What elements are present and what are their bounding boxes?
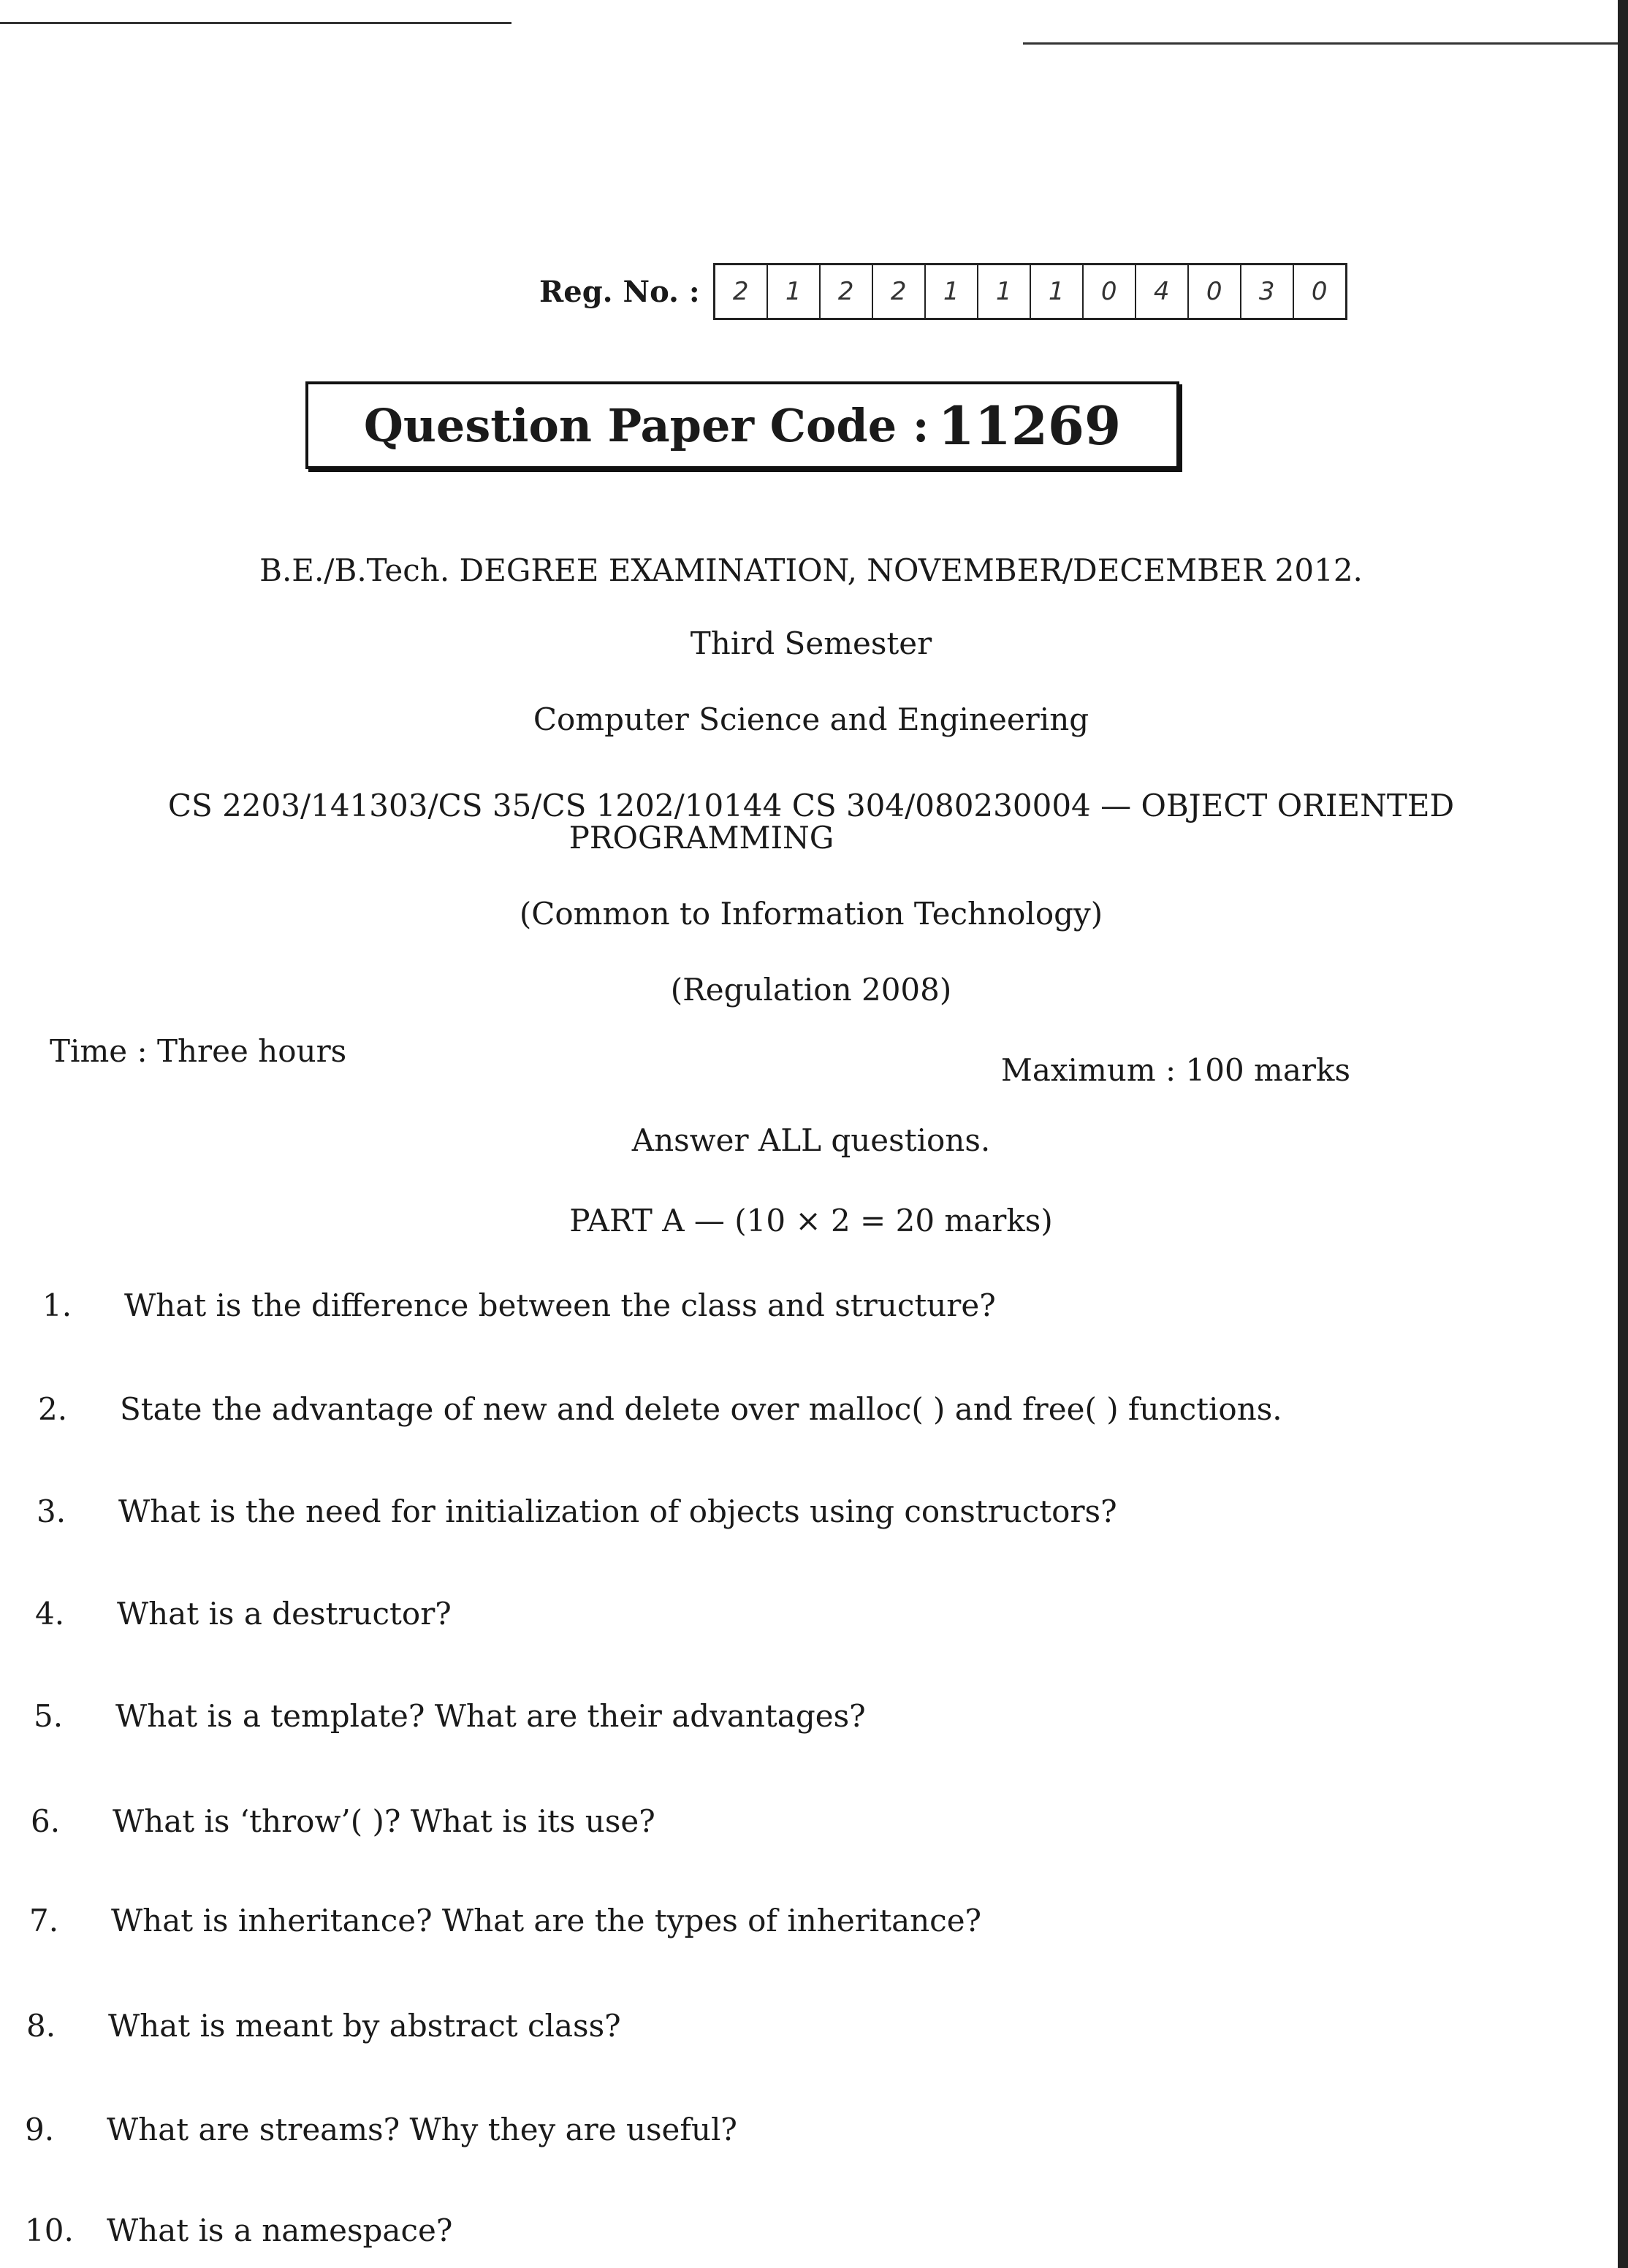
top-scan-line-left [0, 22, 511, 24]
question-number: 7. [29, 1903, 59, 1938]
code-value: 11269 [937, 394, 1122, 457]
question-item [35, 1596, 1423, 1632]
question-number: 3. [37, 1493, 66, 1529]
reg-label: Reg. No. : [539, 274, 700, 309]
question-text: What is inheritance? What are the types of inheritance? [111, 1903, 982, 1938]
reg-digit: 2 [715, 265, 768, 318]
question-number: 2. [38, 1391, 68, 1427]
exam-title: B.E./B.Tech. DEGREE EXAMINATION, NOVEMBER/DECEMBER 2012. [259, 552, 1363, 588]
question-item [34, 1698, 1422, 1734]
reg-digit: 0 [1189, 265, 1241, 318]
reg-digit: 1 [926, 265, 978, 318]
page-edge [1618, 0, 1628, 2268]
reg-digit: 1 [1031, 265, 1084, 318]
question-item [38, 1391, 1426, 1427]
question-item [37, 1493, 1425, 1529]
question-text: What is the need for initialization of objects using constructors? [118, 1493, 1117, 1529]
registration-number [539, 263, 1347, 320]
subject-line-2: PROGRAMMING [568, 820, 834, 856]
question-item [26, 2008, 1415, 2044]
question-text: What is meant by abstract class? [108, 2008, 621, 2044]
question-item [42, 1287, 1431, 1323]
question-number: 9. [25, 2112, 55, 2147]
question-number: 8. [26, 2008, 56, 2044]
reg-digit: 0 [1084, 265, 1136, 318]
reg-digit: 2 [873, 265, 926, 318]
question-text: What are streams? Why they are useful? [107, 2112, 737, 2147]
question-item [29, 1903, 1418, 1938]
reg-digit-boxes [713, 263, 1347, 320]
reg-digit: 2 [821, 265, 873, 318]
question-text: What is a template? What are their advantages? [115, 1698, 866, 1734]
regulation: (Regulation 2008) [670, 972, 952, 1008]
question-item [25, 2212, 1413, 2248]
question-text: What is ‘throw’( )? What is its use? [113, 1803, 655, 1839]
time-allowed: Time : Three hours [50, 1033, 347, 1069]
reg-digit: 4 [1136, 265, 1189, 318]
reg-digit: 0 [1311, 277, 1328, 306]
question-paper-code-box [305, 381, 1179, 469]
question-number: 1. [42, 1287, 72, 1323]
subject-line-1: CS 2203/141303/CS 35/CS 1202/10144 CS 304/080230004 — OBJECT ORIENTED [167, 788, 1455, 823]
instruction: Answer ALL questions. [631, 1122, 991, 1158]
common-to: (Common to Information Technology) [519, 896, 1103, 932]
question-item [25, 2112, 1413, 2147]
reg-digit: 1 [978, 265, 1031, 318]
question-text: State the advantage of new and delete over malloc( ) and free( ) functions. [120, 1391, 1282, 1427]
maximum-marks: Maximum : 100 marks [1000, 1052, 1350, 1088]
semester: Third Semester [690, 625, 932, 661]
question-number: 6. [31, 1803, 61, 1839]
reg-digit: 3 [1241, 265, 1294, 318]
question-number: 10. [25, 2212, 74, 2248]
question-number: 4. [35, 1596, 65, 1632]
question-text: What is the difference between the class and structure? [124, 1287, 996, 1323]
reg-digit: 1 [768, 265, 821, 318]
question-number: 5. [34, 1698, 64, 1734]
part-heading: PART A — (10 × 2 = 20 marks) [569, 1203, 1053, 1238]
question-text: What is a namespace? [107, 2212, 453, 2248]
code-label: Question Paper Code : [363, 398, 929, 452]
question-item [31, 1803, 1419, 1839]
department: Computer Science and Engineering [533, 701, 1089, 737]
question-text: What is a destructor? [117, 1596, 452, 1632]
top-scan-line-right [1023, 42, 1622, 45]
